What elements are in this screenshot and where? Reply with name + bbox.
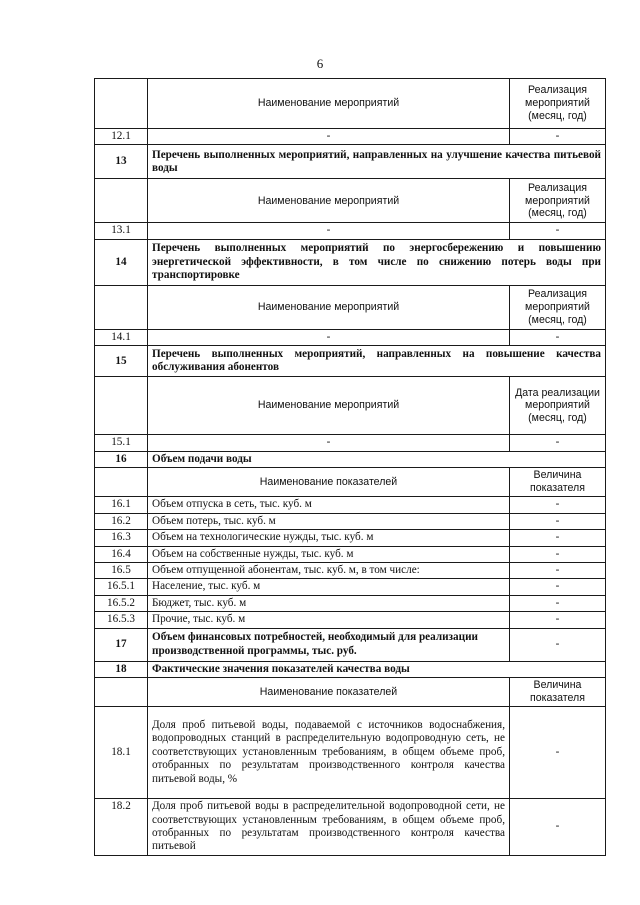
- row-number: 16.1: [95, 497, 148, 513]
- row-number: 16.3: [95, 530, 148, 546]
- row-value: -: [510, 579, 606, 595]
- row-value: -: [510, 562, 606, 578]
- section-value: -: [510, 628, 606, 661]
- row-number: 18.1: [95, 707, 148, 799]
- section-title: Фактические значения показателей качества воды: [148, 661, 606, 677]
- row-number: 16.5: [95, 562, 148, 578]
- row-name: -: [148, 223, 510, 239]
- section-number: 14: [95, 239, 148, 285]
- table-row: [95, 707, 606, 799]
- row-name: -: [148, 129, 510, 145]
- row-name: Объем на технологические нужды, тыс. куб. м: [148, 530, 510, 546]
- row-value: -: [510, 129, 606, 145]
- row-value: -: [510, 513, 606, 529]
- section-title: Перечень выполненных мероприятий по энергосбережению и повышению энергетической эффективности, в том числе по снижению потерь воды при транспортировке: [148, 239, 606, 285]
- section-number: 17: [95, 628, 148, 661]
- section-title: Перечень выполненных мероприятий, направленных на повышение качества обслуживания абонентов: [148, 346, 606, 377]
- table-row: [95, 799, 606, 856]
- table-row: [95, 530, 606, 546]
- row-value: -: [510, 497, 606, 513]
- section-13-header-row: [95, 179, 606, 223]
- header-name-cell: Наименование мероприятий: [148, 377, 510, 435]
- row-value: -: [510, 546, 606, 562]
- row-value: -: [510, 707, 606, 799]
- row-value: -: [510, 595, 606, 611]
- row-number: 13.1: [95, 223, 148, 239]
- section-15-header-row: [95, 377, 606, 435]
- table-row: [95, 612, 606, 628]
- header-value-cell: Величина показателя: [510, 468, 606, 497]
- header-name-cell: Наименование показателей: [148, 468, 510, 497]
- table-row: [95, 435, 606, 451]
- section-number: 15: [95, 346, 148, 377]
- row-number: 12.1: [95, 129, 148, 145]
- section-title: Объем подачи воды: [148, 451, 606, 467]
- empty-num-cell: [95, 377, 148, 435]
- row-number: 16.5.1: [95, 579, 148, 595]
- section-17-row: [95, 628, 606, 661]
- row-number: 16.2: [95, 513, 148, 529]
- table-row: [95, 513, 606, 529]
- section-title: Перечень выполненных мероприятий, направленных на улучшение качества питьевой воды: [148, 145, 606, 179]
- table-row: [95, 223, 606, 239]
- empty-num-cell: [95, 468, 148, 497]
- row-value: -: [510, 329, 606, 345]
- empty-num-cell: [95, 79, 148, 129]
- section-18-header-row: [95, 678, 606, 707]
- row-number: 16.5.2: [95, 595, 148, 611]
- row-name: Доля проб питьевой воды, подаваемой с источников водоснабжения, водопроводных станций в распределительную водопроводную сеть, не соответствующих установленным требованиям, в общем объеме проб, отобранных по результатам производственного контроля качества питьевой воды, %: [148, 707, 510, 799]
- section-14-header-row: [95, 285, 606, 329]
- row-name: Население, тыс. куб. м: [148, 579, 510, 595]
- row-name: Объем отпущенной абонентам, тыс. куб. м, в том числе:: [148, 562, 510, 578]
- row-value: -: [510, 612, 606, 628]
- section-16-header-row: [95, 468, 606, 497]
- row-number: 18.2: [95, 799, 148, 856]
- section-number: 18: [95, 661, 148, 677]
- section-number: 16: [95, 451, 148, 467]
- row-value: -: [510, 223, 606, 239]
- row-name: -: [148, 435, 510, 451]
- production-program-table: [94, 78, 606, 856]
- row-value: -: [510, 799, 606, 856]
- table-row: [95, 497, 606, 513]
- row-name: Объем на собственные нужды, тыс. куб. м: [148, 546, 510, 562]
- row-name: Объем потерь, тыс. куб. м: [148, 513, 510, 529]
- row-number: 15.1: [95, 435, 148, 451]
- header-value-cell: Реализация мероприятий (месяц, год): [510, 179, 606, 223]
- empty-num-cell: [95, 179, 148, 223]
- row-number: 16.5.3: [95, 612, 148, 628]
- row-name: -: [148, 329, 510, 345]
- row-number: 16.4: [95, 546, 148, 562]
- header-value-cell: Реализация мероприятий (месяц, год): [510, 285, 606, 329]
- row-name: Доля проб питьевой воды в распределительной водопроводной сети, не соответствующих установленным требованиям, в общем объеме проб, отобранных по результатам производственного контроля качества питьевой: [148, 799, 510, 856]
- empty-num-cell: [95, 678, 148, 707]
- header-name-cell: Наименование мероприятий: [148, 285, 510, 329]
- header-value-cell: Дата реализации мероприятий (месяц, год): [510, 377, 606, 435]
- section-title: Объем финансовых потребностей, необходимый для реализации производственной программы, тыс. руб.: [148, 628, 510, 661]
- table-row: [95, 129, 606, 145]
- header-value-cell: Реализация мероприятий (месяц, год): [510, 79, 606, 129]
- table-row: [95, 579, 606, 595]
- row-value: -: [510, 435, 606, 451]
- header-name-cell: Наименование показателей: [148, 678, 510, 707]
- row-name: Бюджет, тыс. куб. м: [148, 595, 510, 611]
- header-name-cell: Наименование мероприятий: [148, 179, 510, 223]
- row-name: Прочие, тыс. куб. м: [148, 612, 510, 628]
- header-value-cell: Величина показателя: [510, 678, 606, 707]
- page-number: 6: [316, 56, 324, 71]
- section-18-title-row: [95, 661, 606, 677]
- section-13-title-row: [95, 145, 606, 179]
- section-number: 13: [95, 145, 148, 179]
- section-16-title-row: [95, 451, 606, 467]
- row-value: -: [510, 530, 606, 546]
- table-row: [95, 595, 606, 611]
- section-12-header-row: [95, 79, 606, 129]
- header-name-cell: Наименование мероприятий: [148, 79, 510, 129]
- section-14-title-row: [95, 239, 606, 285]
- row-number: 14.1: [95, 329, 148, 345]
- section-15-title-row: [95, 346, 606, 377]
- empty-num-cell: [95, 285, 148, 329]
- row-name: Объем отпуска в сеть, тыс. куб. м: [148, 497, 510, 513]
- table-row: [95, 562, 606, 578]
- table-row: [95, 329, 606, 345]
- table-row: [95, 546, 606, 562]
